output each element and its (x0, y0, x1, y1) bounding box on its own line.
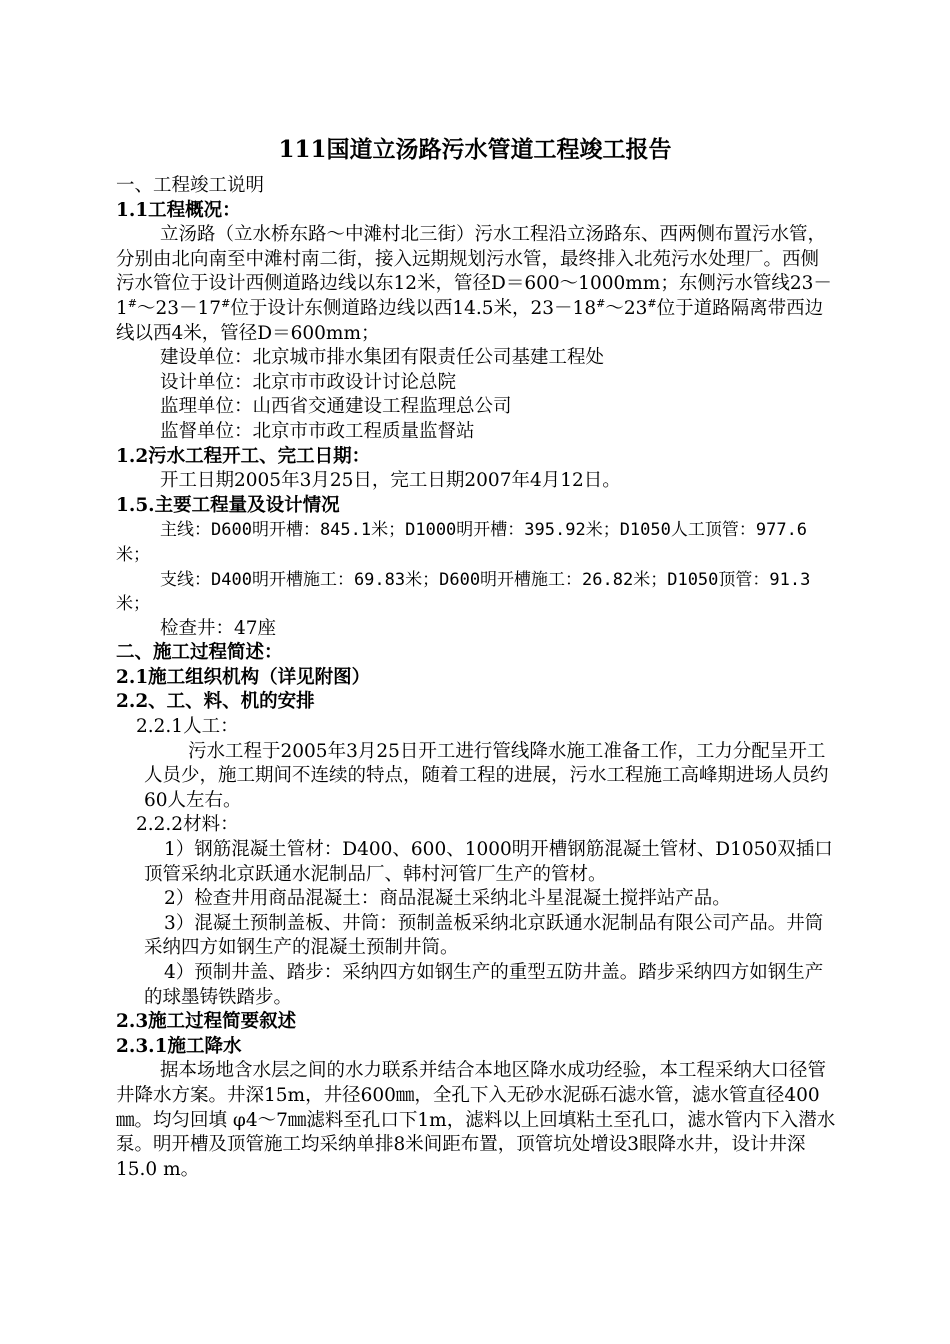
overview-sup-2: # (221, 296, 231, 310)
heading-2-1: 2.1施工组织机构（详见附图） (116, 666, 371, 688)
material-item-3: 3）混凝土预制盖板、井筒：预制盖板采纳北京跃通水泥制品有限公司产品。井筒采纳四方如钢生产的混凝土预制井筒。 (144, 912, 824, 959)
heading-2-2-1: 2.2.1人工： (136, 716, 239, 738)
wells-text: 检查井：47座 (160, 617, 277, 639)
branch-line-text: 支线：D400明开槽施工：69.83米；D600明开槽施工：26.82米；D1050顶管：91.3米； (116, 569, 811, 615)
overview-text-b: ～23－17 (137, 297, 222, 319)
heading-1-5: 1.5.主要工程量及设计情况 (116, 494, 340, 516)
overview-text-d: ～23 (605, 297, 648, 319)
heading-2-2: 2.2、工、料、机的安排 (116, 691, 315, 713)
main-line-text: 主线：D600明开槽：845.1米；D1000明开槽：395.92米；D1050人工顶管：977.6米； (116, 520, 808, 565)
overview-sup-4: # (647, 296, 657, 310)
labor-text: 污水工程于2005年3月25日开工进行管线降水施工准备工作，工力分配呈开工人员少，施工期间不连续的特点，随着工程的进展，污水工程施工高峰期进场人员约60人左右。 (144, 740, 829, 811)
overview-sup-3: # (596, 296, 606, 310)
overview-sup-1: # (127, 296, 137, 310)
overview-text-c: 位于设计东侧道路边线以西14.5米，23－18 (230, 297, 597, 319)
document-body (116, 174, 836, 1182)
dates-text: 开工日期2005年3月25日，完工日期2007年4月12日。 (160, 470, 621, 492)
dewater-text: 据本场地含水层之间的水力联系并结合本地区降水成功经验，本工程采纳大口径管井降水方案。井深15m，井径600㎜，全孔下入无砂水泥砾石滤水管，滤水管直径400 ㎜。均匀回填 φ4～7㎜滤料至孔口下1m，滤料以上回填粘土至孔口，滤水管内下入潜水泵。明开槽及顶管施工均采纳单排8米间距布置，顶管坑处增设3眼降水井，设计井深15.0 m。 (116, 1060, 836, 1180)
section-heading-1: 一、工程竣工说明 (116, 175, 265, 196)
section-heading-2: 二、施工过程简述： (116, 642, 283, 664)
material-item-2: 2）检查井用商品混凝土：商品混凝土采纳北斗星混凝土搅拌站产品。 (164, 888, 731, 910)
overview-text-e: 位于道路隔离带西边线以西4米，管径D＝600mm； (116, 297, 824, 344)
heading-2-2-2: 2.2.2材料： (136, 814, 239, 836)
overview-text-a: 立汤路（立水桥东路～中滩村北三街）污水工程沿立汤路东、西两侧布置污水管，分别由北向南至中滩村南二街，接入远期规划污水管，最终排入北苑污水处理厂。西侧污水管位于设计西侧道路边线以东12米，管径D＝600～1000mm；东侧污水管线23－1 (116, 224, 832, 319)
paragraph-overview (116, 223, 836, 346)
unit-build: 建设单位：北京城市排水集团有限责任公司基建工程处 (160, 347, 605, 369)
unit-supervise: 监理单位：山西省交通建设工程监理总公司 (160, 396, 512, 418)
heading-1-2: 1.2污水工程开工、完工日期： (116, 445, 371, 467)
heading-2-3-1: 2.3.1施工降水 (116, 1035, 242, 1057)
material-item-4: 4）预制井盖、踏步：采纳四方如钢生产的重型五防井盖。踏步采纳四方如钢生产的球墨铸铁踏步。 (144, 962, 824, 1008)
unit-monitor: 监督单位：北京市市政工程质量监督站 (160, 420, 475, 442)
material-item-1: 1）钢筋混凝土管材：D400、600、1000明开槽钢筋混凝土管材、D1050双插口顶管采纳北京跃通水泥制品厂、韩村河管厂生产的管材。 (144, 839, 833, 885)
heading-2-3: 2.3施工过程简要叙述 (116, 1011, 297, 1033)
document-title: 111国道立汤路污水管道工程竣工报告 (278, 136, 672, 163)
unit-design: 设计单位：北京市市政设计讨论总院 (160, 371, 457, 393)
heading-1-1: 1.1工程概况： (116, 199, 241, 221)
